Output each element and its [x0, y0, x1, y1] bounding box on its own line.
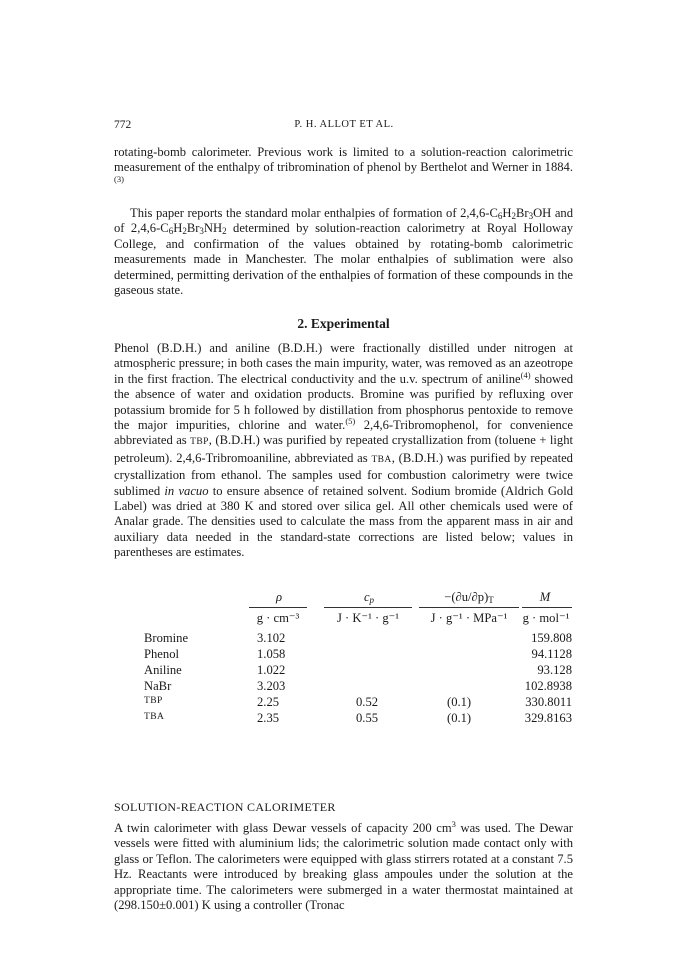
header-symbol: c: [363, 590, 370, 604]
paragraph-text: A twin calorimeter with glass Dewar vessels of capacity 200 cm: [114, 821, 452, 835]
paragraph-text: was used. The Dewar vessels were fitted with aluminium lids; the calorimetric solution made contact only with glass or Teflon. The calorimeters were equipped with glass stirrers rotated at a constant 7.5 Hz. Reactants were introduced by breaking glass ampoules under the solution at the appropriate time. The calorimeters were submerged in a water thermostat maintained at (298.150±0.001) K using a controller (Tronac: [114, 821, 573, 913]
cell-molar-mass: 329.8163: [524, 711, 572, 725]
formula-part: H: [502, 206, 512, 220]
row-label: Bromine: [144, 631, 189, 645]
cell-molar-mass: 94.1128: [531, 647, 572, 661]
header-rule: [522, 607, 572, 608]
header-heat-capacity: [339, 590, 399, 605]
header-density: [259, 590, 299, 605]
row-label: TBA: [144, 712, 165, 722]
formula-part: H: [173, 221, 183, 236]
subsection-heading: SOLUTION-REACTION CALORIMETER: [114, 800, 336, 814]
superscript: 3: [451, 819, 456, 829]
row-label: NaBr: [144, 679, 172, 693]
header-energy-derivative: [419, 590, 519, 605]
subscript: 2: [222, 226, 227, 237]
paragraph-text: 2,4,6-Tribromophenol, for convenience abbreviated as: [114, 418, 573, 448]
cell-density: 1.022: [257, 663, 286, 677]
cell-energy-derivative: (0.1): [447, 711, 472, 725]
unit-heat-capacity: J · K⁻¹ · g⁻¹: [336, 611, 400, 625]
header-rule: [324, 607, 412, 608]
header-rule: [249, 607, 307, 608]
cell-density: 3.102: [257, 631, 286, 645]
row-label: Phenol: [144, 647, 179, 661]
reference-marker: (3): [114, 173, 124, 184]
header-symbol: −(∂u/∂p): [444, 590, 489, 604]
abbreviation-tbp: TBP: [190, 437, 209, 448]
paragraph-text: Phenol (B.D.H.) and aniline (B.D.H.) were fractionally distilled under nitrogen at atmospheric pressure; in both cases the main impurity, water, was removed as an azeotrope in the first fraction. The electrical conductivity and the u.v. spectrum of aniline: [114, 341, 573, 386]
subscript: T: [488, 595, 494, 605]
unit-energy-derivative: J · g⁻¹ · MPa⁻¹: [430, 611, 508, 625]
paragraph-text: , (B.D.H.) was purified by repeated crystallization from ethanol. The samples used for combustion calorimetry were twice sublimed: [114, 450, 573, 498]
row-label: TBP: [144, 696, 163, 706]
formula-part: Br: [515, 206, 529, 220]
paragraph-text: , (B.D.H.) was purified by repeated crystallization from (toluene + light petroleum). 2,4,6-Tribromoaniline, abbreviated as: [114, 433, 573, 465]
subscript: 3: [199, 226, 204, 237]
formula-part: Br: [186, 221, 200, 236]
cell-heat-capacity: 0.52: [356, 695, 379, 709]
row-label: Aniline: [144, 663, 182, 677]
cell-density: 1.058: [257, 647, 286, 661]
page-number: 772: [114, 119, 132, 131]
running-head: P. H. ALLOT ET AL.: [294, 119, 394, 130]
cell-molar-mass: 102.8938: [524, 679, 572, 693]
cell-molar-mass: 93.128: [537, 663, 572, 677]
paragraph-text: showed the absence of water and oxidation products. Bromine was purified by refluxing over potassium bromide for 5 h followed by distillation from phosphorus pentoxide to remove the major impurities, chlorine and water.: [114, 371, 573, 433]
paragraph-text: rotating-bomb calorimeter. Previous work is limited to a solution-reaction calorimetric measurement of the enthalpy of tribromination of phenol by Berthelot and Werner in 1884.: [114, 145, 573, 175]
cell-molar-mass: 159.808: [531, 631, 572, 645]
unit-molar-mass: g · mol⁻¹: [522, 611, 570, 625]
page-header: [114, 119, 574, 135]
subscript: 2: [182, 226, 187, 237]
subscript: 6: [497, 211, 503, 221]
subscript: 3: [528, 211, 534, 221]
cell-density: 2.35: [257, 711, 280, 725]
unit-density: g · cm⁻³: [256, 611, 300, 625]
cell-molar-mass: 330.8011: [525, 695, 572, 709]
cell-heat-capacity: 0.55: [356, 711, 379, 725]
subscript: 2: [511, 211, 516, 221]
subscript: p: [369, 595, 375, 605]
formula-part: OH and of 2,4,6-C: [114, 206, 573, 236]
auxiliary-data-table: [114, 590, 573, 780]
abbreviation-tba: TBA: [371, 454, 392, 465]
paragraph-text: This paper reports the standard molar enthalpies of formation of 2,4,6-C: [130, 206, 498, 220]
paragraph-intro-scope: [114, 206, 573, 298]
reference-marker: (5): [345, 416, 356, 427]
formula-part: NH: [203, 221, 223, 236]
header-symbol: ρ: [275, 590, 283, 604]
paragraph-text: to ensure absence of retained solvent. Sodium bromide (Aldrich Gold Label) was dried at 380 K and stored over silica gel. All other chemicals used were of Analar grade. The densities used to calculate the mass from the apparent mass in air and auxiliary data needed in the standard-state corrections are listed below; values in parentheses are estimates.: [114, 483, 574, 560]
paragraph-experimental: [114, 341, 573, 561]
section-heading: 2. Experimental: [297, 316, 390, 331]
reference-marker: (4): [520, 369, 531, 380]
header-rule: [419, 607, 519, 608]
cell-energy-derivative: (0.1): [447, 695, 472, 709]
header-molar-mass: [517, 590, 573, 605]
subscript: 6: [168, 226, 174, 237]
paragraph-intro-continued: [114, 145, 573, 191]
paragraph-text: determined by solution-reaction calorimetry at Royal Holloway College, and confirmation of the values obtained by rotating-bomb calorimetric measurements made in Manchester. The molar enthalpies of sublimation were also determined, permitting derivation of the enthalpies of formation of these compounds in the gaseous state.: [114, 221, 574, 298]
italic-term: in vacuo: [164, 483, 209, 498]
cell-density: 2.25: [257, 695, 280, 709]
paragraph-solution-calorimeter: [114, 821, 573, 913]
cell-density: 3.203: [257, 679, 286, 693]
header-symbol: M: [539, 590, 551, 604]
